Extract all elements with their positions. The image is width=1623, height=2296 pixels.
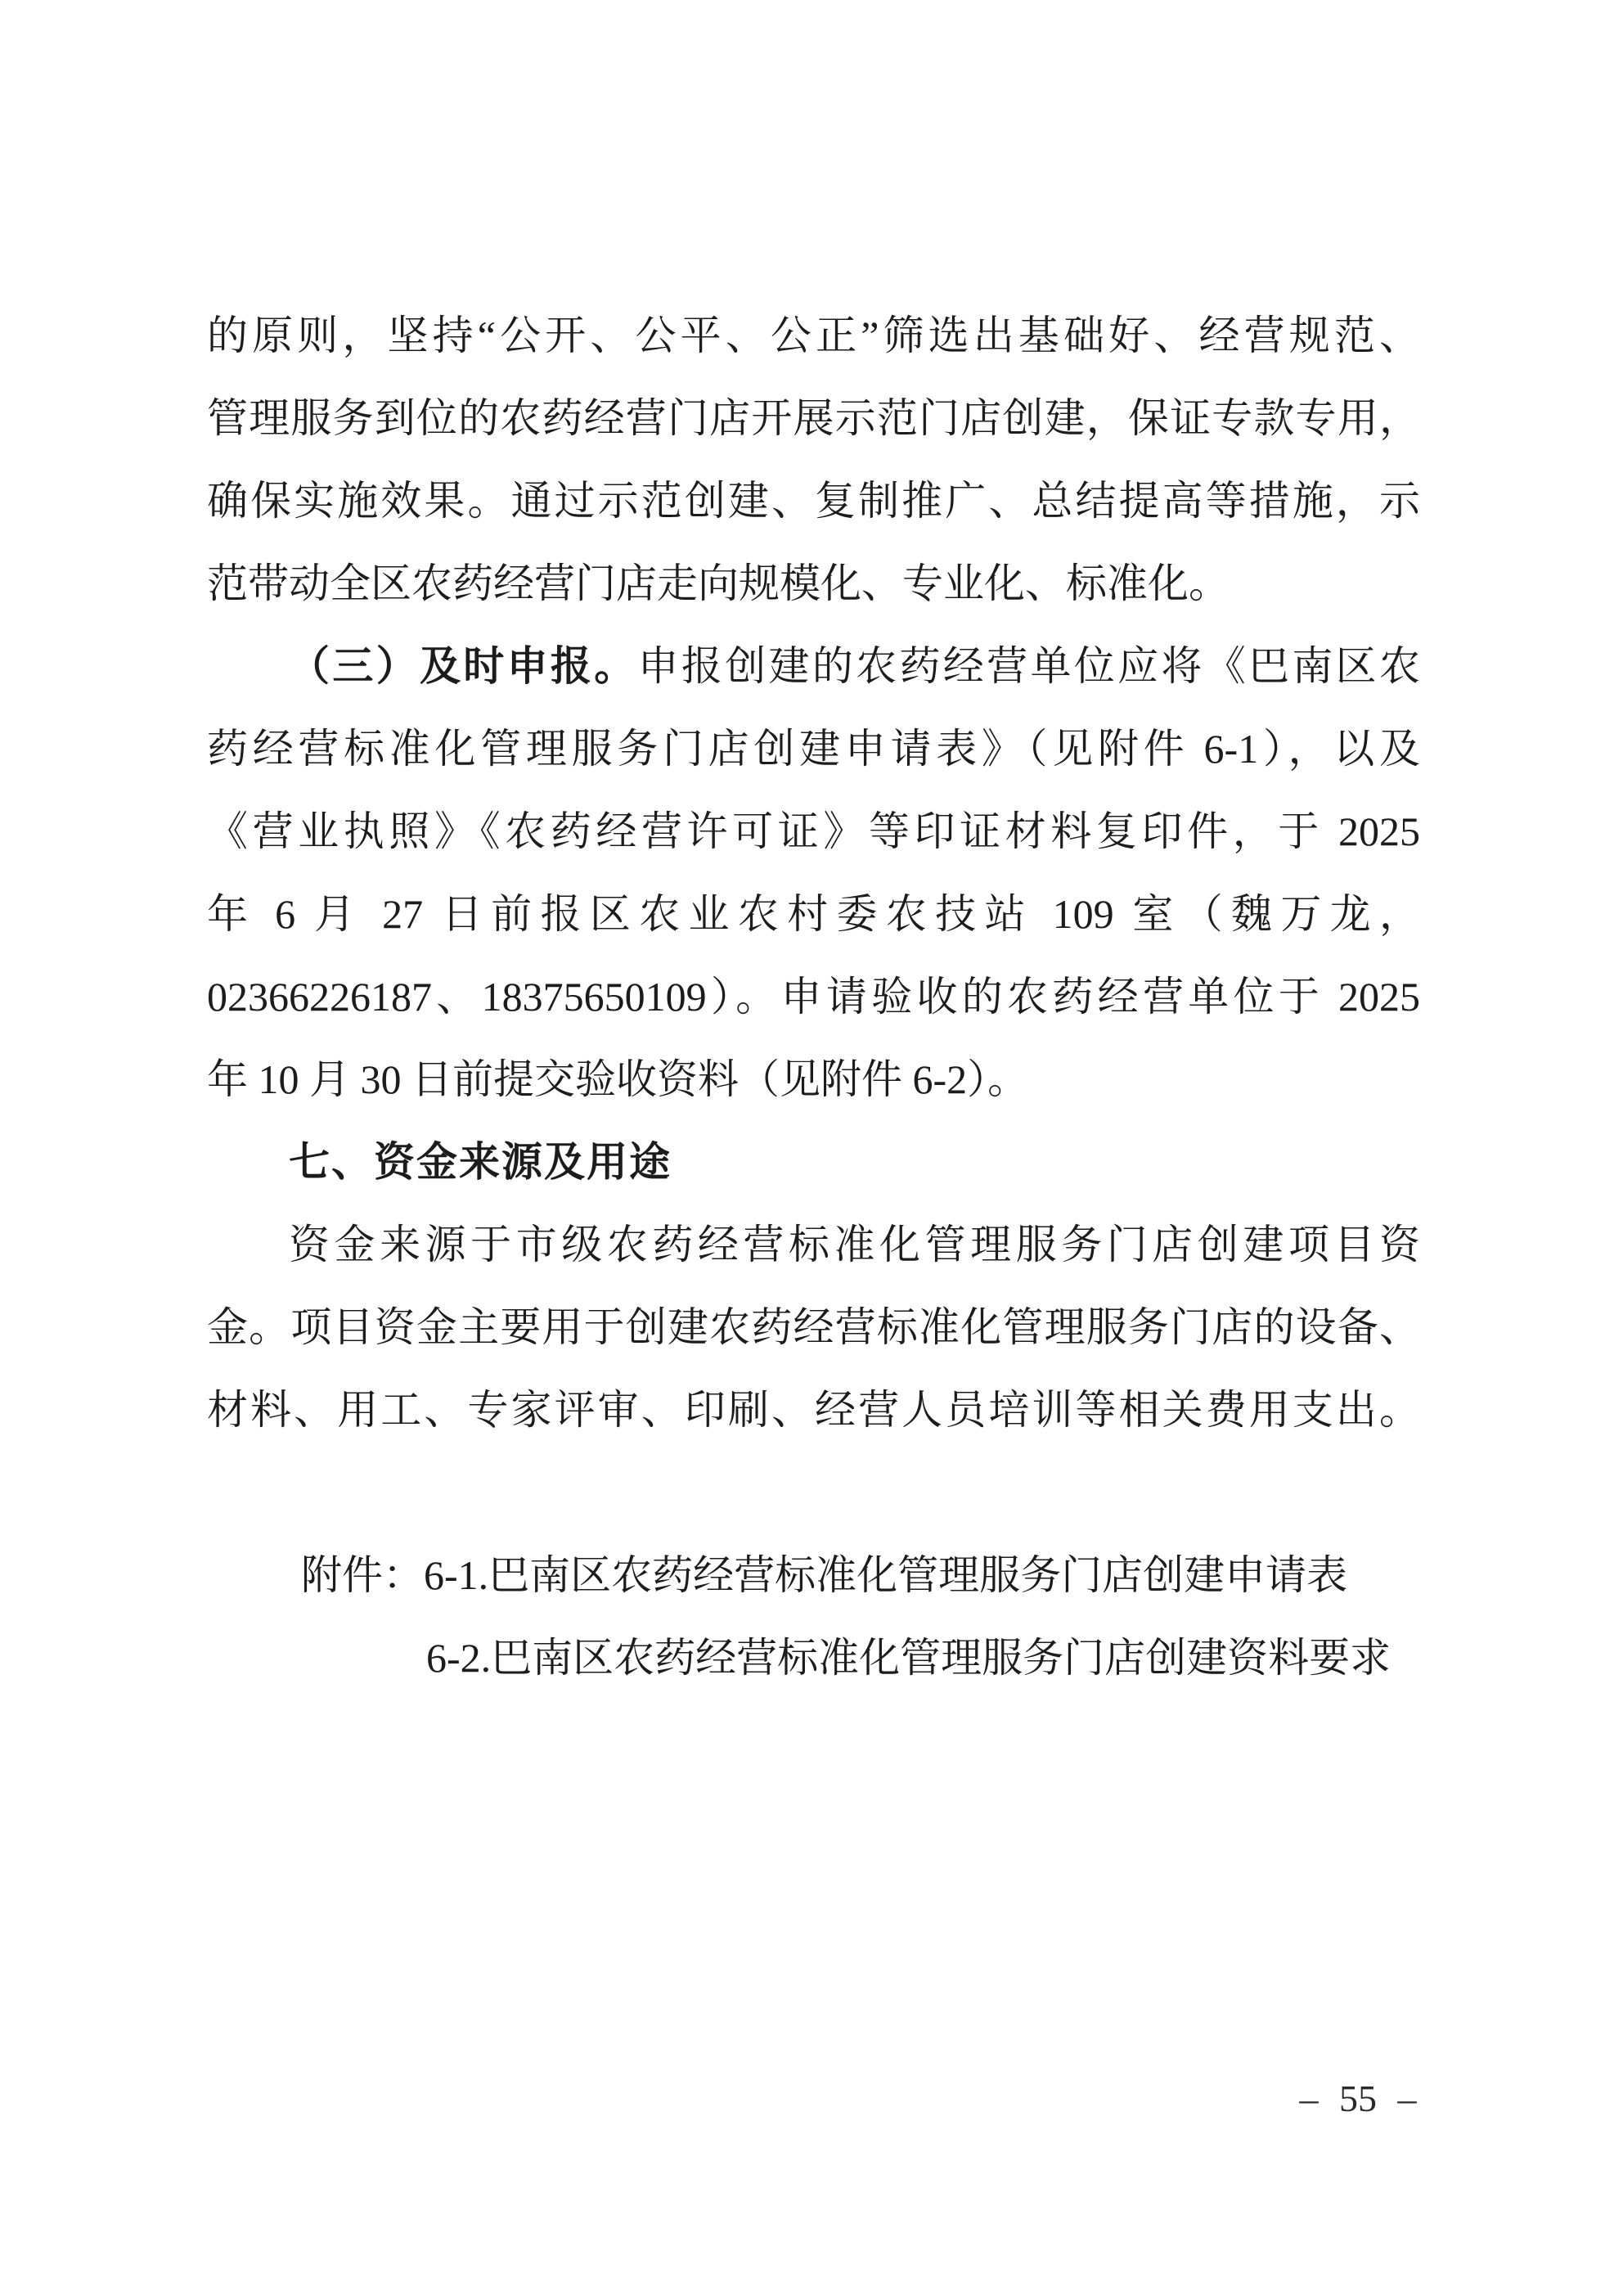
body-line <box>207 956 1420 1038</box>
body-text: 《营业执照》《农药经营许可证》等印证材料复印件，于 2025 <box>207 808 1420 854</box>
body-line <box>207 295 1420 377</box>
attachment-line-2 <box>207 1617 1420 1699</box>
body-text: 年 10 月 30 日前提交验收资料（见附件 6-2）。 <box>207 1056 1029 1102</box>
body-line-paragraph-start <box>207 1204 1420 1286</box>
attachment-text: 附件：6-1.巴南区农药经营标准化管理服务门店创建申请表 <box>301 1552 1348 1598</box>
body-text: 金。项目资金主要用于创建农药经营标准化管理服务门店的设备、 <box>207 1304 1420 1350</box>
blank-line <box>207 1452 1420 1534</box>
body-line-paragraph-end <box>207 1038 1420 1121</box>
body-text: 年 6 月 27 日前报区农业农村委农技站 109 室（魏万龙， <box>207 891 1420 937</box>
section-heading <box>207 1121 1420 1204</box>
body-line <box>207 790 1420 873</box>
body-line <box>207 873 1420 956</box>
body-line <box>207 460 1420 542</box>
body-text: 药经营标准化管理服务门店创建申请表》（见附件 6-1），以及 <box>207 726 1420 772</box>
body-line-paragraph-start <box>207 625 1420 708</box>
body-text: 资金来源于市级农药经营标准化管理服务门店创建项目资 <box>289 1222 1420 1267</box>
body-line <box>207 1286 1420 1369</box>
body-text: 申报创建的农药经营单位应将《巴南区农 <box>637 643 1421 689</box>
body-line-paragraph-end <box>207 542 1420 625</box>
body-text: 的原则，坚持“公开、公平、公正”筛选出基础好、经营规范、 <box>207 313 1420 358</box>
body-line <box>207 377 1420 460</box>
document-body <box>207 295 1420 1699</box>
body-text: 02366226187、18375650109）。申请验收的农药经营单位于 2025 <box>207 974 1420 1020</box>
section-heading-text: 七、资金来源及用途 <box>289 1139 672 1185</box>
body-line <box>207 708 1420 790</box>
bold-subheading-run: （三）及时申报。 <box>289 643 638 689</box>
attachment-line-1 <box>207 1534 1420 1617</box>
body-text: 管理服务到位的农药经营门店开展示范门店创建，保证专款专用， <box>207 395 1420 441</box>
body-line-paragraph-end <box>207 1369 1420 1452</box>
body-text: 范带动全区农药经营门店走向规模化、专业化、标准化。 <box>207 560 1230 606</box>
body-text: 材料、用工、专家评审、印刷、经营人员培训等相关费用支出。 <box>207 1387 1420 1433</box>
attachment-text: 6-2.巴南区农药经营标准化管理服务门店创建资料要求 <box>426 1635 1391 1681</box>
body-text: 确保实施效果。通过示范创建、复制推广、总结提高等措施，示 <box>207 478 1420 524</box>
page-number: – 55 – <box>1299 2078 1417 2119</box>
